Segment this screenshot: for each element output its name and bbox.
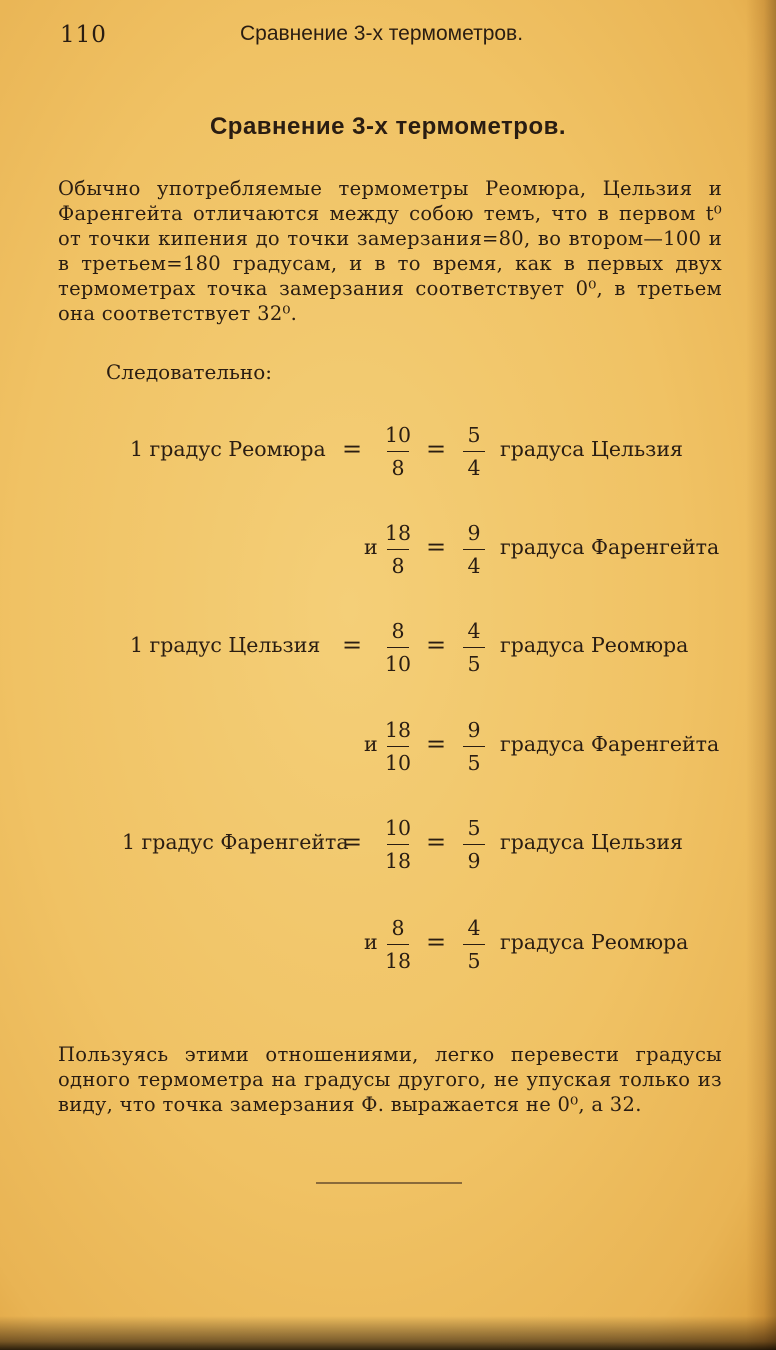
fraction-bar (463, 944, 485, 945)
equation-fahrenheit-celsius (122, 814, 722, 874)
equation-fahrenheit-reaumur (130, 914, 730, 974)
fraction-bar (387, 746, 409, 747)
denominator: 8 (391, 554, 405, 578)
equation-prefix: и (364, 535, 378, 559)
equation-celsius-fahrenheit (130, 716, 730, 776)
denominator: 4 (467, 554, 481, 578)
fraction-bar (387, 451, 409, 452)
fraction (456, 716, 492, 777)
denominator: 5 (467, 751, 481, 775)
denominator: 8 (391, 456, 405, 480)
numerator: 18 (384, 521, 412, 545)
fraction-bar (387, 549, 409, 550)
equals-sign: = (426, 631, 447, 659)
equation-result: градуса Фаренгейта (500, 732, 720, 756)
numerator: 8 (391, 916, 405, 940)
fraction (456, 814, 492, 875)
equation-result: градуса Фаренгейта (500, 535, 720, 559)
equation-prefix: 1 градус Фаренгейта (122, 830, 349, 854)
equation-reaumur-celsius (130, 421, 730, 481)
fraction-bar (463, 844, 485, 845)
equation-prefix: и (364, 732, 378, 756)
numerator: 5 (467, 816, 481, 840)
denominator: 9 (467, 849, 481, 873)
fraction-bar (463, 549, 485, 550)
equation-reaumur-fahrenheit (130, 519, 730, 579)
equals-sign: = (342, 828, 363, 856)
equals-sign: = (426, 730, 447, 758)
fraction (380, 814, 416, 875)
fraction (380, 716, 416, 777)
section-divider (316, 1182, 462, 1184)
fraction-bar (463, 647, 485, 648)
fraction-bar (387, 844, 409, 845)
fraction (456, 914, 492, 975)
equation-result: градуса Цельзия (500, 830, 683, 854)
section-title: Сравнение 3-х термометров. (209, 113, 567, 140)
fraction (380, 617, 416, 678)
numerator: 5 (467, 423, 481, 447)
equation-prefix: 1 градус Цельзия (130, 633, 321, 657)
fraction (380, 421, 416, 482)
equation-prefix: и (364, 930, 378, 954)
equals-sign: = (426, 828, 447, 856)
closing-paragraph: Пользуясь этими отношениями, легко перевести градусы одного термометра на градусы другого, не упуская только из виду, что точка замерзания Ф. выражается не 0⁰, а 32. (58, 1043, 722, 1116)
running-header (60, 22, 700, 52)
denominator: 18 (384, 849, 412, 873)
equation-prefix: 1 градус Реомюра (130, 437, 326, 461)
denominator: 18 (384, 949, 412, 973)
numerator: 9 (467, 521, 481, 545)
equation-result: градуса Реомюра (500, 930, 689, 954)
denominator: 5 (467, 652, 481, 676)
denominator: 4 (467, 456, 481, 480)
fraction-bar (387, 944, 409, 945)
intro-paragraph: Обычно употребляемые термометры Реомюра, Цельзия и Фаренгейта отличаются между собою темъ, что в первом t⁰ от точки кипения до точки замерзания=80, во втором—100 и в третьем=180 градусам, и в то время, как в первых двух термометрах точка замерзания соответствует 0⁰, в третьем она соответствует 32⁰. (58, 177, 722, 325)
numerator: 8 (391, 619, 405, 643)
denominator: 5 (467, 949, 481, 973)
fraction-bar (463, 451, 485, 452)
fraction-bar (387, 647, 409, 648)
denominator: 10 (384, 652, 412, 676)
equals-sign: = (342, 631, 363, 659)
fraction-bar (463, 746, 485, 747)
equals-sign: = (426, 928, 447, 956)
denominator: 10 (384, 751, 412, 775)
equation-result: градуса Цельзия (500, 437, 683, 461)
page-bottom-shadow (0, 1316, 776, 1350)
equation-result: градуса Реомюра (500, 633, 689, 657)
numerator: 10 (384, 423, 412, 447)
fraction (456, 421, 492, 482)
equation-celsius-reaumur (130, 617, 730, 677)
fraction (456, 519, 492, 580)
fraction (380, 914, 416, 975)
page-number: 110 (60, 22, 107, 48)
numerator: 10 (384, 816, 412, 840)
fraction (380, 519, 416, 580)
equals-sign: = (426, 435, 447, 463)
numerator: 9 (467, 718, 481, 742)
numerator: 18 (384, 718, 412, 742)
page-edge-shadow (746, 0, 776, 1350)
running-title: Сравнение 3-х термометров. (240, 22, 524, 45)
numerator: 4 (467, 619, 481, 643)
fraction (456, 617, 492, 678)
equals-sign: = (342, 435, 363, 463)
numerator: 4 (467, 916, 481, 940)
equals-sign: = (426, 533, 447, 561)
therefore-label: Следовательно: (106, 360, 272, 384)
